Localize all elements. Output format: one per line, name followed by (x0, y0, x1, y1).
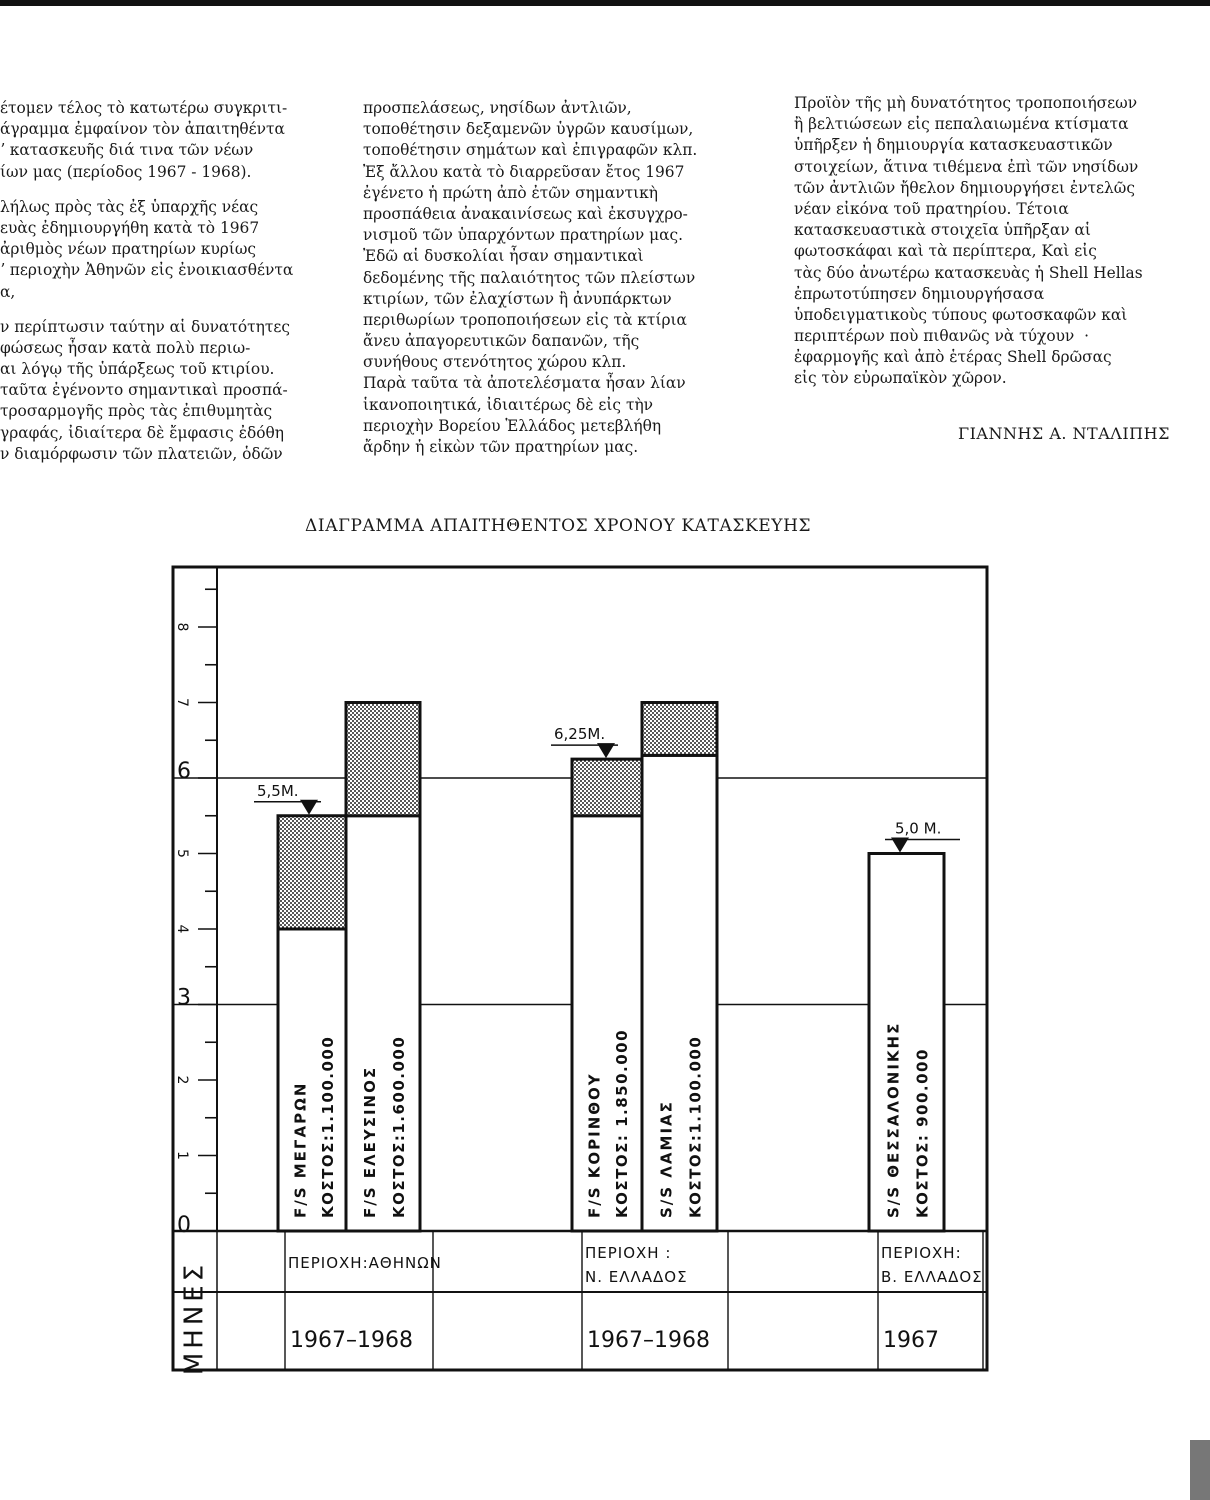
text-line: έτομεν τέλος τὸ κατωτέρω συγκριτι- (0, 99, 288, 117)
text-line: ʼ κατασκευῆς διά τινα τῶν νέων (0, 141, 254, 160)
text-line: ἐπρωτοτύπησεν δημιουργήσασα (794, 284, 1045, 303)
text-line: ʼ περιοχὴν Ἀθηνῶν εἰς ἐνοικιασθέντα (0, 261, 294, 280)
bar-cost: ΚΟΣΤΟΣ:1.100.000 (318, 1035, 337, 1218)
text-line: περιοχὴν Βορείου Ἑλλάδος μετεβλήθη (363, 416, 662, 435)
text-line: περιθωρίων τροποποιήσεων εἰς τὰ κτίρια (363, 310, 687, 329)
region-period: 1967–1968 (290, 1328, 413, 1353)
text-line: ν διαμόρφωσιν τῶν πλατειῶν, ὁδῶν (0, 444, 283, 463)
y-tick-label: 3 (177, 985, 191, 1011)
text-line: νισμοῦ τῶν ὑπαρχόντων πρατηρίων μας. (363, 226, 683, 245)
text-line: φωτοσκάφαι καὶ τὰ περίπτερα, Καὶ εἰς (794, 242, 1097, 261)
annotation-label: 6,25Μ. (554, 725, 606, 744)
y-tick-label: 1 (174, 1151, 190, 1160)
text-line: ταῦτα ἐγένοντο σημαντικαὶ προσπά- (0, 381, 288, 400)
annotation-arrow (891, 838, 909, 853)
text-line: ευὰς ἐδημιουργήθη κατὰ τὸ 1967 (0, 218, 260, 237)
text-line: εἰς τὸν εὐρωπαϊκὸν χῶρον. (794, 369, 1007, 388)
region-period: 1967 (883, 1328, 939, 1353)
text-line: ἐφαρμογῆς καὶ ἀπὸ ἑτέρας Shell δρῶσας (794, 348, 1112, 367)
text-line: αι λόγῳ τῆς ὑπάρξεως τοῦ κτιρίου. (0, 360, 275, 379)
text-line: ἀριθμὸς νέων πρατηρίων κυρίως (0, 240, 257, 259)
text-line: ν περίπτωσιν ταύτην αἱ δυνατότητες (0, 317, 290, 336)
bar-top (346, 703, 420, 816)
annotation-label: 5,5Μ. (257, 781, 299, 800)
author-name: ΓΙΑΝΝΗΣ Α. ΝΤΑΛΙΠΗΣ (958, 424, 1170, 443)
bar-group (642, 703, 717, 1232)
text-line: στοιχείων, ἅτινα τιθέμενα ἐπὶ τῶν νησίδων (794, 157, 1139, 176)
text-line: τοποθέτησιν δεξαμενῶν ὑγρῶν καυσίμων, (363, 120, 694, 139)
bar-label: F/S ΕΛΕΥΣΙΝΟΣ (360, 1065, 379, 1218)
text-line: δεδομένης τῆς παλαιότητος τῶν πλείστων (363, 268, 696, 287)
text-line: Ἐδῶ αἱ δυσκολίαι ἦσαν σημαντικαὶ (363, 247, 644, 266)
text-line: ὑποδειγματικοὺς τύπους φωτοσκαφῶν καὶ (794, 305, 1128, 324)
y-tick-label: 6 (177, 759, 191, 784)
text-line: ἢ βελτιώσεων εἰς πεπαλαιωμένα κτίσματα (794, 115, 1129, 134)
text-line: τοποθέτησιν σημάτων καὶ ἐπιγραφῶν κλπ. (363, 141, 698, 160)
text-line: τῶν ἀντλιῶν ἤθελον δημιουργήσει ἐντελῶς (794, 178, 1135, 197)
text-line: ὑπῆρξεν ἡ δημιουργία κατασκευαστικῶν (794, 136, 1113, 155)
bar-cost: ΚΟΣΤΟΣ:1.600.000 (389, 1035, 408, 1218)
text-line: κατασκευαστικὰ στοιχεῖα ὑπῆρξαν αἱ (794, 221, 1091, 240)
y-axis-title: ΜΗΝΕΣ (179, 1260, 210, 1376)
text-line: α, (0, 282, 16, 301)
text-line: προσπελάσεως, νησίδων ἀντλιῶν, (363, 99, 632, 117)
region-label: ΠΕΡΙΟΧΗ : (585, 1244, 672, 1262)
region-label: Β. ΕΛΛΑΔΟΣ (881, 1268, 983, 1286)
bar-top (642, 703, 717, 756)
y-tick-label: 5 (174, 849, 190, 858)
bar-label: S/S ΘΕΣΣΑΛΟΝΙΚΗΣ (884, 1021, 903, 1218)
annotation-label: 5,0 Μ. (895, 819, 942, 838)
scan-edge (1190, 1440, 1210, 1500)
text-line: περιπτέρων ποὺ πιθανῶς νὰ τύχουν · (794, 327, 1089, 346)
annotation-arrow (300, 800, 318, 815)
bar-top (572, 759, 642, 816)
text-line: Ἐξ ἄλλου κατὰ τὸ διαρρεῦσαν ἔτος 1967 (363, 162, 685, 181)
bar-cost: ΚΟΣΤΟΣ:1.100.000 (686, 1035, 705, 1218)
bar-group (346, 703, 420, 1232)
bar-label: S/S ΛΑΜΙΑΣ (657, 1100, 676, 1218)
bar-cost: ΚΟΣΤΟΣ: 900.000 (913, 1048, 932, 1218)
bar-base (572, 816, 642, 1231)
region-label: ΠΕΡΙΟΧΗ: (881, 1244, 962, 1262)
region-label: ΠΕΡΙΟΧΗ:ΑΘΗΝΩΝ (288, 1254, 442, 1272)
bar-base (869, 854, 944, 1232)
y-tick-label: 2 (174, 1075, 190, 1085)
text-line: ίων μας (περίοδος 1967 - 1968). (0, 162, 252, 181)
bar-label: F/S ΚΟΡΙΝΘΟΥ (585, 1072, 604, 1218)
text-line: γραφάς, ἰδιαίτερα δὲ ἔμφασις ἐδόθη (0, 423, 284, 442)
text-line: ἄνευ ἀπαγορευτικῶν δαπανῶν, τῆς (363, 332, 640, 351)
region-period: 1967–1968 (587, 1328, 710, 1353)
text-line: Παρὰ ταῦτα τὰ ἀποτελέσματα ἦσαν λίαν (363, 374, 686, 393)
bar-base (278, 929, 348, 1231)
annotation-arrow (597, 743, 615, 758)
bar-group (551, 725, 642, 1231)
bar-base (642, 755, 717, 1231)
text-line: ἐγένετο ἡ πρώτη ἀπὸ ἐτῶν σημαντικὴ (363, 183, 658, 202)
region-label: Ν. ΕΛΛΑΔΟΣ (585, 1268, 688, 1286)
text-line: ἄρδην ἡ εἰκὼν τῶν πρατηρίων μας. (363, 438, 639, 456)
text-line: κτιρίων, τῶν ἐλαχίστων ἢ ἀνυπάρκτων (363, 289, 672, 308)
text-line: συνήθους στενότητος χώρου κλπ. (363, 353, 627, 372)
y-tick-label: 4 (174, 924, 190, 934)
text-line: φώσεως ἦσαν κατὰ πολὺ περιω- (0, 338, 251, 357)
y-tick-label: 7 (174, 698, 190, 707)
bar-label: F/S ΜΕΓΑΡΩΝ (291, 1081, 310, 1218)
bar-group (869, 820, 960, 1232)
text-line: προσπάθεια ἀνακαινίσεως καὶ ἐκσυγχρο- (363, 204, 688, 223)
chart-title: ΔΙΑΓΡΑΜΜΑ ΑΠΑΙΤΗΘΕΝΤΟΣ ΧΡΟΝΟΥ ΚΑΤΑΣΚΕΥΗΣ (305, 516, 812, 536)
text-line: ἱκανοποιητικά, ἰδιαιτέρως δὲ εἰς τὴν (363, 395, 654, 414)
bar-group (254, 782, 348, 1231)
bar-cost: ΚΟΣΤΟΣ: 1.850.000 (612, 1028, 631, 1218)
text-line: άγραμμα ἐμφαίνον τὸν ἀπαιτηθέντα (0, 120, 285, 139)
y-tick-label: 8 (174, 622, 190, 632)
bar-top (278, 816, 348, 929)
bar-base (346, 816, 420, 1231)
text-line: τὰς δύο ἀνωτέρω κατασκευὰς ἡ Shell Hellas (794, 263, 1143, 282)
text-line: τροσαρμογῆς πρὸς τὰς ἐπιθυμητὰς (0, 402, 273, 421)
text-line: Προϊὸν τῆς μὴ δυνατότητος τροποποιήσεων (794, 94, 1138, 112)
text-line: λήλως πρὸς τὰς ἐξ ὑπαρχῆς νέας (0, 197, 259, 216)
y-tick-label: 0 (177, 1213, 191, 1238)
text-line: νέαν εἰκόνα τοῦ πρατηρίου. Τέτοια (794, 199, 1069, 218)
